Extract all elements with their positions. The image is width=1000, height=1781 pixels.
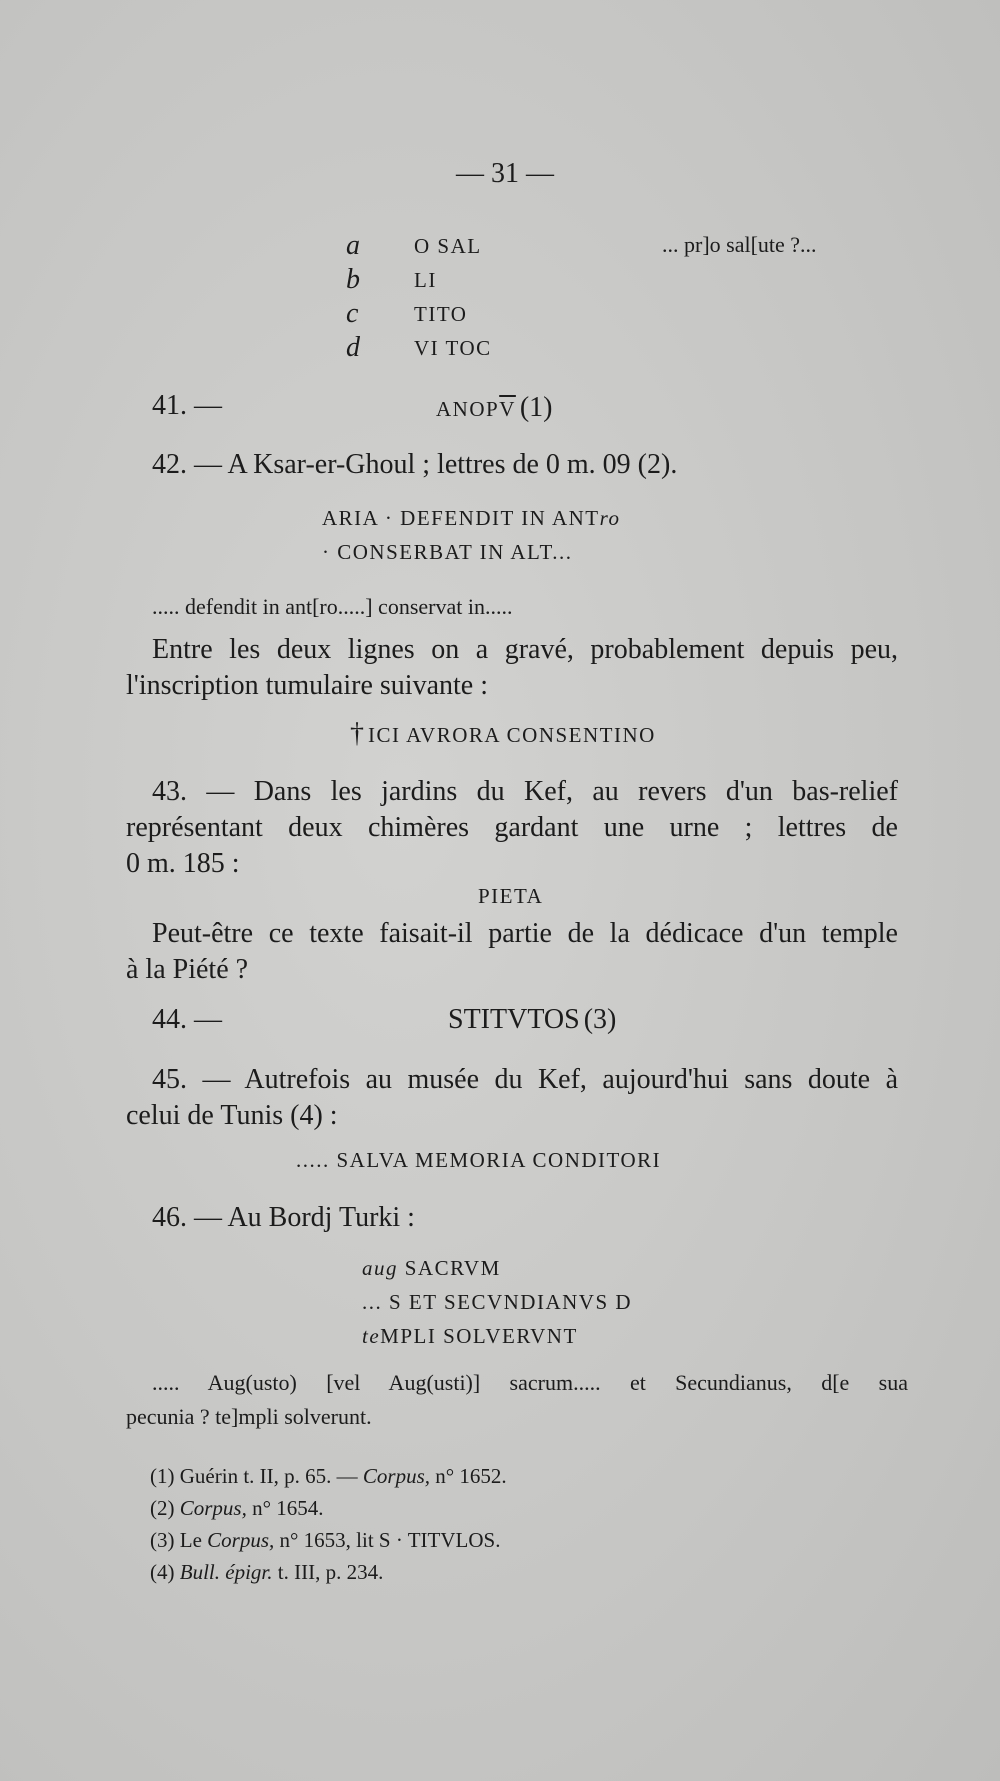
footnote-text: Guérin t. [179, 1464, 260, 1488]
entry-43-para-line1: Peut-être ce texte faisait-il partie de la dédicace d'un temple [152, 918, 898, 949]
row-text: O SAL [414, 234, 482, 258]
footnote-text: , p. 65. — [273, 1464, 363, 1488]
entry-46-reading-line1: ..... Aug(usto) [vel Aug(usti)] sacrum..... et Secundianus, d[e sua [152, 1370, 908, 1395]
footnote-ref: (1) [519, 392, 553, 423]
entry-42-heading: 42. — A Ksar-er-Ghoul ; lettres de 0 m. 09 (2). [152, 449, 678, 480]
line-italic: ro [599, 506, 621, 530]
entry-41-number: 41. — [152, 390, 222, 421]
footnote-1 [150, 1464, 507, 1489]
row-letter: c [346, 298, 359, 329]
footnote-number: (1) [150, 1464, 175, 1488]
row-text: TITO [414, 302, 468, 326]
row-letter: a [346, 230, 360, 261]
entry-41-inscription [436, 392, 553, 424]
entry-43-line1: 43. — Dans les jardins du Kef, au revers d'un bas-relief [152, 776, 898, 807]
footnote-number: (2) [150, 1496, 175, 1520]
footnote-number: (4) [150, 1560, 175, 1584]
entry-46-line2: ... S ET SECVNDIANVS D [362, 1290, 633, 1314]
entry-44-inscription [448, 1004, 616, 1036]
entry-43-line3: 0 m. 185 : [126, 848, 240, 879]
line-italic: te [362, 1324, 381, 1348]
line-text: SACRVM [398, 1256, 501, 1280]
entry-45-inscription: ..... SALVA MEMORIA CONDITORI [296, 1148, 662, 1172]
entry-46-reading-line2: pecunia ? te]mpli solverunt. [126, 1404, 372, 1429]
entry-43-line2: représentant deux chimères gardant une urne ; lettres de [126, 812, 898, 843]
entry-46-line1 [362, 1256, 501, 1281]
footnote-text: n° 1652. [430, 1464, 507, 1488]
entry-43-inscription: PIETA [478, 884, 544, 908]
entry-43-para-line2: à la Piété ? [126, 954, 249, 985]
row-letter: b [346, 264, 360, 295]
line-text: ARIA · DEFENDIT IN ANT [322, 506, 600, 530]
cross-icon: † [350, 718, 364, 749]
entry-46-line3 [362, 1324, 578, 1349]
entry-42-tomb-inscription [350, 718, 656, 750]
footnote-italic: Corpus, [207, 1528, 275, 1552]
footnote-4 [150, 1560, 383, 1585]
entry-42-para-line2: l'inscription tumulaire suivante : [126, 670, 488, 701]
line-italic: aug [362, 1256, 398, 1280]
row-letter: d [346, 332, 360, 363]
footnote-volume: II [259, 1464, 274, 1488]
footnote-number: (3) [150, 1528, 175, 1552]
line-text: MPLI SOLVERVNT [380, 1324, 578, 1348]
footnote-text: Le [179, 1528, 208, 1552]
footnote-italic: Corpus, [179, 1496, 247, 1520]
footnote-ref: (3) [583, 1004, 617, 1035]
footnote-italic: Corpus, [362, 1464, 431, 1488]
footnote-italic: Bull. épigr. [179, 1560, 273, 1584]
entry-46-heading: 46. — Au Bordj Turki : [152, 1202, 415, 1233]
entry-44-number: 44. — [152, 1004, 222, 1035]
row-text: VI TOC [414, 336, 492, 360]
entry-42-reading: ..... defendit in ant[ro.....] conservat in..... [152, 594, 513, 619]
footnote-text: t. III, p. 234. [272, 1560, 384, 1584]
entry-44-text: STITVTOS [448, 1004, 580, 1035]
entry-45-line1: 45. — Autrefois au musée du Kef, aujourd'hui sans doute à [152, 1064, 898, 1095]
footnote-text: n° 1653, lit S · TITVLOS. [274, 1528, 501, 1552]
footnote-text: n° 1654. [246, 1496, 324, 1520]
row-text: LI [414, 268, 437, 292]
entry-41-text: ANOP [436, 397, 500, 421]
footnote-2 [150, 1496, 324, 1521]
inscription-40-reading: ... pr]o sal[ute ?... [662, 232, 817, 257]
entry-42-line2: · CONSERBAT IN ALT... [322, 540, 573, 564]
entry-42-para-line1: Entre les deux lignes on a gravé, probablement depuis peu, [152, 634, 898, 665]
tomb-text: ICI AVRORA CONSENTINO [368, 723, 656, 747]
entry-41-overlined: $\overline{V}$ [499, 397, 516, 421]
entry-45-line2: celui de Tunis (4) : [126, 1100, 338, 1131]
entry-42-line1 [322, 506, 621, 531]
page-number: — 31 — [456, 158, 554, 189]
footnote-3 [150, 1528, 500, 1553]
